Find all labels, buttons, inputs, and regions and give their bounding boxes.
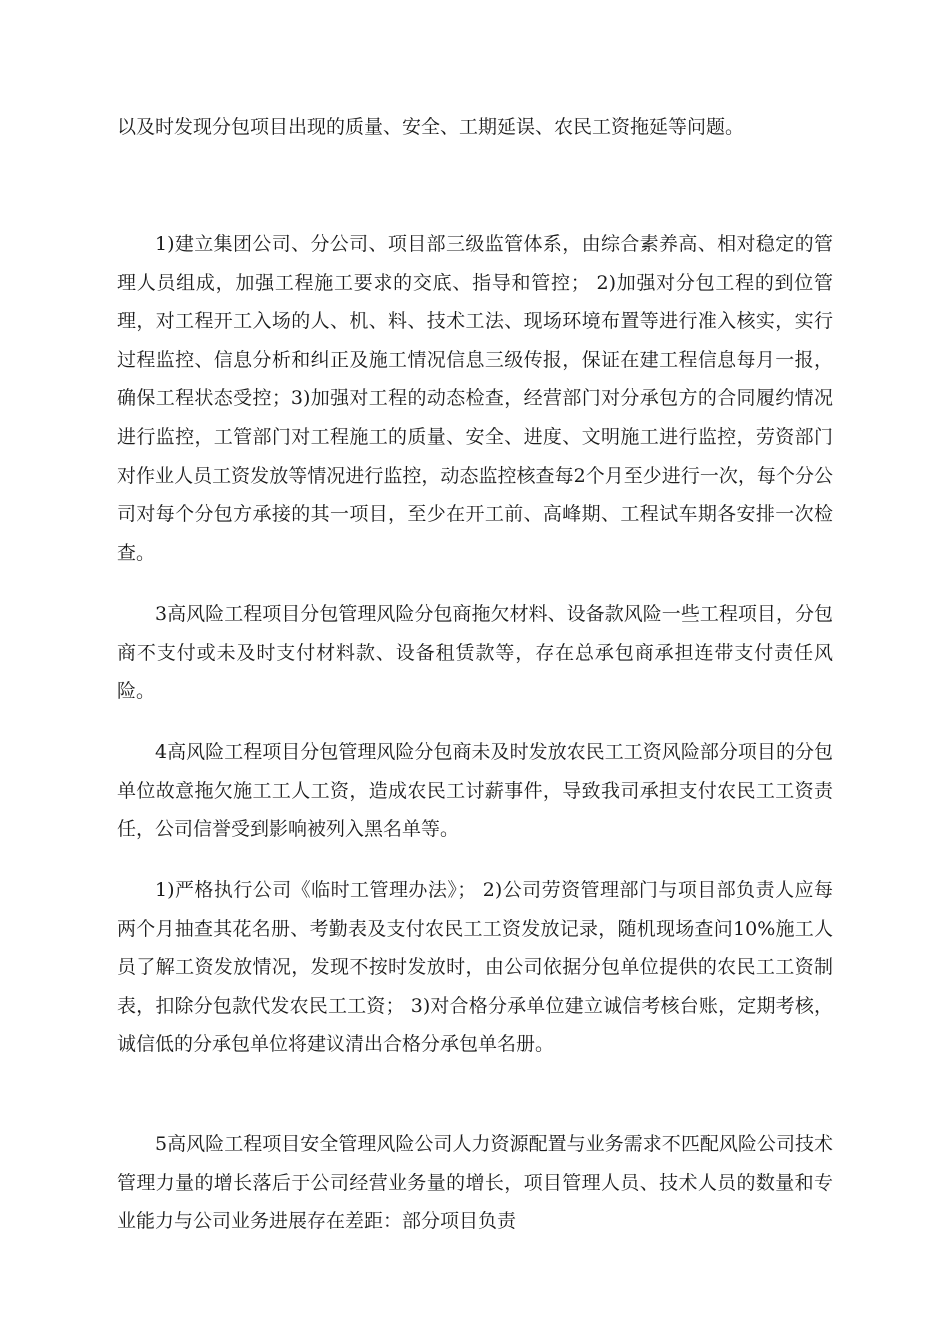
paragraph-safety-management-risk: 5高风险工程项目安全管理风险公司人力资源配置与业务需求不匹配风险公司技术管理力量的增长落后于公司经营业务量的增长，项目管理人员、技术人员的数量和专业能力与公司业务进展存在差距：部分项目负责 [117,1133,833,1233]
paragraph-material-payment-risk: 3高风险工程项目分包管理风险分包商拖欠材料、设备款风险一些工程项目，分包商不支付或未及时支付材料款、设备租赁款等，存在总承包商承担连带支付责任风险。 [117,603,833,703]
paragraph-wage-measures: 1)严格执行公司《临时工管理办法》； 2)公司劳资管理部门与项目部负责人应每两个月抽查其花名册、考勤表及支付农民工工资发放记录，随机现场查问10%施工人员了解工资发放情况，发现不按时发放时，由公司依据分包单位提供的农民工工资制表，扣除分包款代发农民工工资； 3)对合格分承单位建立诚信考核台账，定期考核，诚信低的分承包单位将建议清出合格分承包单名册。 [117,879,833,1056]
paragraph-continuation: 以及时发现分包项目出现的质量、安全、工期延误、农民工资拖延等问题。 [117,116,745,138]
paragraph-wage-risk: 4高风险工程项目分包管理风险分包商未及时发放农民工工资风险部分项目的分包单位故意拖欠施工工人工资，造成农民工讨薪事件，导致我司承担支付农民工工资责任，公司信誉受到影响被列入黑名单等。 [117,741,833,841]
paragraph-supervision-measures: 1)建立集团公司、分公司、项目部三级监管体系，由综合素养高、相对稳定的管理人员组成，加强工程施工要求的交底、指导和管控； 2)加强对分包工程的到位管理，对工程开工入场的人、机、料、技术工法、现场环境布置等进行准入核实，实行过程监控、信息分析和纠正及施工情况信息三级传报，保证在建工程信息每月一报，确保工程状态受控；3)加强对工程的动态检查，经营部门对分承包方的合同履约情况进行监控，工管部门对工程施工的质量、安全、进度、文明施工进行监控，劳资部门对作业人员工资发放等情况进行监控，动态监控核查每2个月至少进行一次，每个分公司对每个分包方承接的其一项目，至少在开工前、高峰期、工程试车期各安排一次检查。 [117,233,833,564]
